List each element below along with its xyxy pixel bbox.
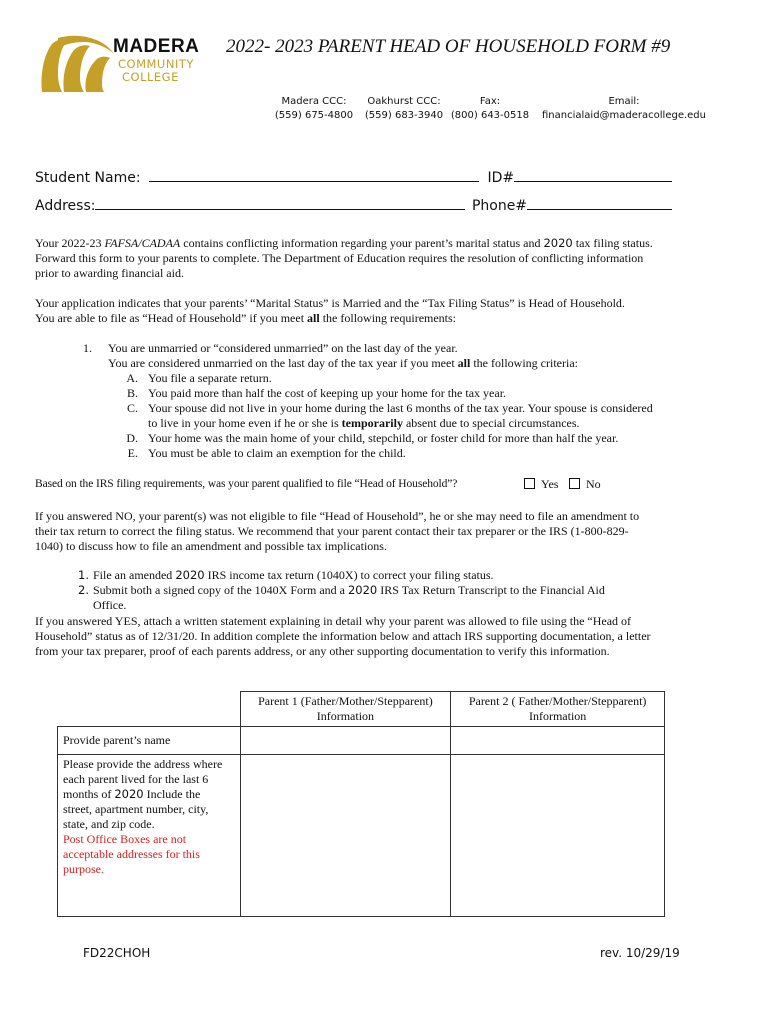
logo-text-community-college — [118, 58, 194, 84]
yes-label: Yes — [541, 477, 559, 491]
if-yes-line-3: from your tax preparer, proof of each parents address, or any other supporting documentation to verify this information. — [35, 644, 610, 658]
application-line-1: Your application indicates that your parents’ “Marital Status” is Married and the “Tax Filing Status” is Head of Household. — [35, 296, 625, 310]
row-label-name: Provide parent’s name — [58, 727, 241, 755]
if-yes-line-2: Household” status as of 12/31/20. In addition complete the information below and attach IRS supporting documentation, a letter — [35, 629, 651, 643]
address-instruction-part: months of — [63, 787, 115, 801]
intro-text: tax filing status. — [572, 236, 653, 250]
address-instruction: street, apartment number, city, — [63, 802, 209, 816]
criteria-item: Your home was the main home of your child, stepchild, or foster child for more than half the year. — [148, 431, 619, 445]
address-instruction: state, and zip code. — [63, 817, 155, 831]
address-input[interactable] — [95, 195, 465, 210]
application-paragraph — [35, 296, 730, 326]
intro-fafsa: FAFSA/CADAA — [104, 236, 181, 250]
parent2-address-cell[interactable] — [451, 755, 665, 917]
requirement-line-2 — [108, 356, 708, 371]
parent2-header-line: Information — [528, 709, 587, 723]
requirement-all: all — [457, 356, 471, 370]
contact-email — [540, 95, 708, 123]
parent1-header — [240, 692, 451, 727]
contact-value: (559) 675-4800 — [274, 110, 354, 121]
amend-step-2-continued — [78, 598, 718, 613]
address-instruction: each parent lived for the last 6 — [63, 772, 209, 786]
no-checkbox[interactable] — [569, 478, 580, 489]
revision-date: rev. 10/29/19 — [600, 946, 680, 960]
address-instruction: Please provide the address where — [63, 757, 223, 771]
if-yes-line-1: If you answered YES, attach a written statement explaining in detail why your parent was allowed to file using the “Head of — [35, 614, 632, 628]
student-name-label: Student Name: — [35, 170, 141, 186]
step-text-part: IRS income tax return (1040X) to correct your filing status. — [204, 568, 494, 582]
intro-line-2: Forward this form to your parents to complete. The Department of Education requires the resolution of conflicting information — [35, 251, 644, 265]
step-year: 2020 — [347, 583, 378, 597]
step-text-part: Office. — [93, 598, 127, 612]
table-corner — [58, 692, 241, 727]
criteria-letter: A. — [126, 371, 138, 385]
contact-label: Oakhurst CCC: — [367, 96, 441, 107]
criteria-letter: C. — [126, 401, 138, 415]
intro-year: 2020 — [543, 236, 573, 250]
step-number: 1. — [78, 568, 89, 582]
if-no-line-1: If you answered NO, your parent(s) was not eligible to file “Head of Household”, he or she may need to file an amendment to — [35, 509, 640, 523]
contact-fax — [448, 95, 532, 123]
address-instruction-part: Include the — [143, 787, 201, 801]
step-number: 2. — [78, 583, 89, 597]
parent2-name-cell[interactable] — [451, 727, 665, 755]
logo-text-college: COLLEGE — [122, 70, 179, 84]
if-no-paragraph — [35, 509, 730, 554]
parent1-address-cell[interactable] — [240, 755, 451, 917]
contact-madera — [272, 95, 356, 123]
parent1-name-cell[interactable] — [240, 727, 451, 755]
criteria-item: You must be able to claim an exemption for the child. — [148, 446, 406, 460]
intro-text: Your 2022-23 — [35, 236, 105, 250]
address-instruction — [63, 787, 235, 802]
step-text-part: File an amended — [93, 568, 176, 582]
student-name-row — [35, 167, 672, 186]
parent2-header — [451, 692, 665, 727]
if-yes-paragraph — [35, 614, 730, 659]
application-text: the following requirements: — [319, 311, 457, 325]
criteria-text: to live in your home even if he or she is — [148, 416, 342, 430]
intro-paragraph — [35, 236, 730, 281]
po-box-warning: acceptable addresses for this — [63, 847, 200, 861]
criteria-item: You file a separate return. — [148, 371, 272, 385]
intro-text: contains conflicting information regarding your parent’s marital status and — [180, 236, 544, 250]
parent1-header-line: Information — [316, 709, 375, 723]
contact-value: financialaid@maderacollege.edu — [542, 110, 706, 121]
amend-steps — [78, 568, 718, 613]
criteria-letter: D. — [126, 431, 138, 445]
criteria-letter: B. — [126, 386, 138, 400]
table-row-address — [58, 755, 665, 917]
criteria-item-continued — [148, 416, 580, 431]
phone-label: Phone# — [471, 198, 528, 214]
table-row-name — [58, 727, 665, 755]
yes-option[interactable] — [524, 477, 558, 492]
po-box-warning: Post Office Boxes are not — [63, 832, 187, 846]
po-box-warning: purpose. — [63, 862, 104, 876]
contact-label: Madera CCC: — [281, 96, 347, 107]
amend-step-1 — [78, 568, 718, 583]
form-title: 2022- 2023 PARENT HEAD OF HOUSEHOLD FORM #9 — [226, 36, 671, 57]
no-label: No — [586, 477, 601, 491]
parent2-header-line: Parent 2 ( Father/Mother/Stepparent) — [468, 694, 647, 708]
contact-label: Email: — [608, 96, 640, 107]
logo-text-madera: MADERA — [113, 36, 200, 57]
phone-input[interactable] — [527, 195, 672, 210]
application-text: You are able to file as “Head of Household” if you meet — [35, 311, 308, 325]
if-no-line-2: their tax return to correct the filing status. We recommend that your parent contact their tax preparer or the IRS (1-800-829- — [35, 524, 629, 538]
no-option[interactable] — [569, 477, 601, 492]
application-all: all — [307, 311, 320, 325]
row-label-address — [58, 755, 241, 917]
parent1-header-line: Parent 1 (Father/Mother/Stepparent) — [258, 694, 433, 708]
contact-label: Fax: — [479, 96, 501, 107]
application-line-2 — [35, 311, 730, 326]
contact-value: (559) 683-3940 — [364, 110, 444, 121]
criteria-item: You paid more than half the cost of keeping up your home for the tax year. — [148, 386, 507, 400]
requirement-text: You are considered unmarried on the last day of the tax year if you meet — [108, 356, 458, 370]
step-text-part: Submit both a signed copy of the 1040X Form and a — [93, 583, 348, 597]
contact-value: (800) 643-0518 — [450, 110, 530, 121]
form-code: FD22CHOH — [83, 946, 151, 960]
requirement-line-1: You are unmarried or “considered unmarried” on the last day of the year. — [108, 341, 458, 355]
criteria-list — [118, 371, 718, 461]
amend-step-2 — [78, 583, 718, 598]
intro-line-1 — [35, 236, 730, 251]
intro-line-3: prior to awarding financial aid. — [35, 266, 184, 280]
student-name-input[interactable] — [149, 167, 479, 182]
id-label: ID# — [487, 170, 515, 186]
criteria-text: absent due to special circumstances. — [402, 416, 580, 430]
criteria-letter: E. — [127, 446, 138, 460]
step-text — [93, 568, 494, 583]
requirement-number: 1. — [83, 341, 92, 355]
requirement-text: the following criteria: — [470, 356, 578, 370]
address-label: Address: — [35, 198, 96, 214]
step-text-part: IRS Tax Return Transcript to the Financial Aid — [377, 583, 605, 597]
step-year: 2020 — [175, 568, 205, 582]
address-row — [35, 195, 672, 214]
parent-info-table — [57, 691, 665, 917]
address-year: 2020 — [114, 787, 144, 801]
qualified-question: Based on the IRS filing requirements, was your parent qualified to file “Head of Household”? — [35, 478, 458, 490]
step-text — [93, 583, 605, 598]
logo-text-community: COMMUNITY — [118, 57, 194, 71]
if-no-line-3: 1040) to discuss how to file an amendment and possible tax implications. — [35, 539, 387, 553]
criteria-temporarily: temporarily — [341, 416, 403, 430]
yes-checkbox[interactable] — [524, 478, 535, 489]
id-input[interactable] — [514, 167, 672, 182]
table-header-row — [58, 692, 665, 727]
contact-oakhurst — [362, 95, 446, 123]
criteria-item: Your spouse did not live in your home during the last 6 months of the tax year. Your spouse is considered — [148, 401, 653, 415]
